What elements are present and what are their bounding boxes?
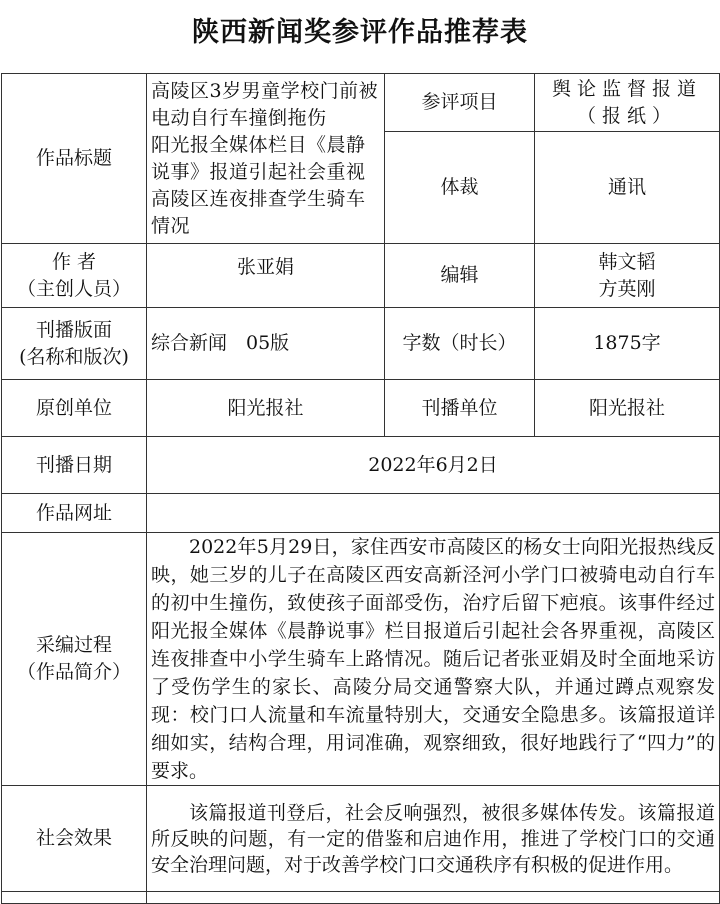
author-label-sub: （主创人员） [16,277,131,300]
category-value: 舆论监督报道（报纸） [551,77,702,127]
page-title: 陕西新闻奖参评作品推荐表 [192,17,528,48]
origin-value: 阳光报社 [227,396,304,419]
page-label-cell [2,308,147,380]
wordcount-label-cell [385,308,535,380]
publisher-value-cell [535,380,720,437]
publisher-value: 阳光报社 [588,396,665,419]
author-value-cell [147,244,385,308]
category-value-cell [535,74,720,132]
author-label-cell [2,244,147,308]
process-text: 2022年5月29日，家住西安市高陵区的杨女士向阳光报热线反映，她三岁的儿子在高陵区西安高新泾河小学门口被骑电动自行车的初中生撞伤，致使孩子面部受伤，治疗后留下疤痕。该事件经过阳光报全媒体《晨静说事》栏目报道后引起社会各界重视，高陵区连夜排查中小学生骑车上路情况。随后记者张亚娟及时全面地采访了受伤学生的家长、高陵分局交通警察大队，并通过蹲点观察发现：校门口人流量和车流量特别大，交通安全隐患多。该篇报道详细如实，结构合理，用词准确，观察细致，很好地践行了“四力”的要求。 [151,536,715,782]
wordcount-value: 1875字 [593,332,661,354]
date-label-cell [2,437,147,494]
author-value: 张亚娟 [236,256,294,278]
category-label: 参评项目 [421,91,498,113]
genre-label-cell [385,132,535,244]
process-text-cell [147,533,720,786]
page-label-sub: (名称和版次) [19,345,129,368]
effect-label-cell [2,786,147,892]
trailing-row-cell [2,892,147,904]
url-label-cell [2,494,147,533]
effect-label: 社会效果 [35,827,112,849]
wordcount-value-cell [535,308,720,380]
genre-value: 通讯 [607,176,646,198]
category-label-cell [385,74,535,132]
work-title-main: 高陵区3岁男童学校门前被电动自行车撞倒拖伤 [151,79,379,129]
work-title-label-cell [2,74,147,244]
wordcount-label: 字数（时长） [402,332,517,354]
work-title-value-cell [147,74,385,244]
date-label: 刊播日期 [35,453,112,476]
page-value-cell [147,308,385,380]
editor-label-cell [385,244,535,308]
editor-name-1: 韩文韬 [598,250,656,273]
page-value: 综合新闻 05版 [151,332,290,354]
page-label: 刊播版面 [35,318,112,341]
origin-label-cell [2,380,147,437]
publisher-label: 刊播单位 [421,396,498,419]
recommendation-form-table [1,73,720,904]
author-label: 作 者 [51,250,97,273]
publisher-label-cell [385,380,535,437]
genre-label: 体裁 [440,176,479,198]
url-label: 作品网址 [35,501,112,524]
work-title-secondary: 阳光报全媒体栏目《晨静说事》报道引起社会重视 高陵区连夜排查学生骑车情况 [151,133,366,237]
origin-value-cell [147,380,385,437]
url-value-cell [147,494,720,533]
date-value-cell [147,437,720,494]
process-label-sub: （作品简介） [16,661,131,683]
origin-label: 原创单位 [35,396,112,419]
editor-value-cell [535,244,720,308]
process-label: 采编过程 [35,634,112,656]
process-label-cell [2,533,147,786]
editor-label: 编辑 [440,264,479,286]
date-value: 2022年6月2日 [368,453,498,476]
editor-name-2: 方英刚 [598,277,656,300]
trailing-row-cell-wide [147,892,720,904]
effect-text-cell [147,786,720,892]
effect-text: 该篇报道刊登后，社会反响强烈，被很多媒体传发。该篇报道所反映的问题，有一定的借鉴和启迪作用，推进了学校门口的交通安全治理问题，对于改善学校门口交通秩序有积极的促进作用。 [151,801,715,876]
work-title-label: 作品标题 [35,147,112,169]
genre-value-cell [535,132,720,244]
